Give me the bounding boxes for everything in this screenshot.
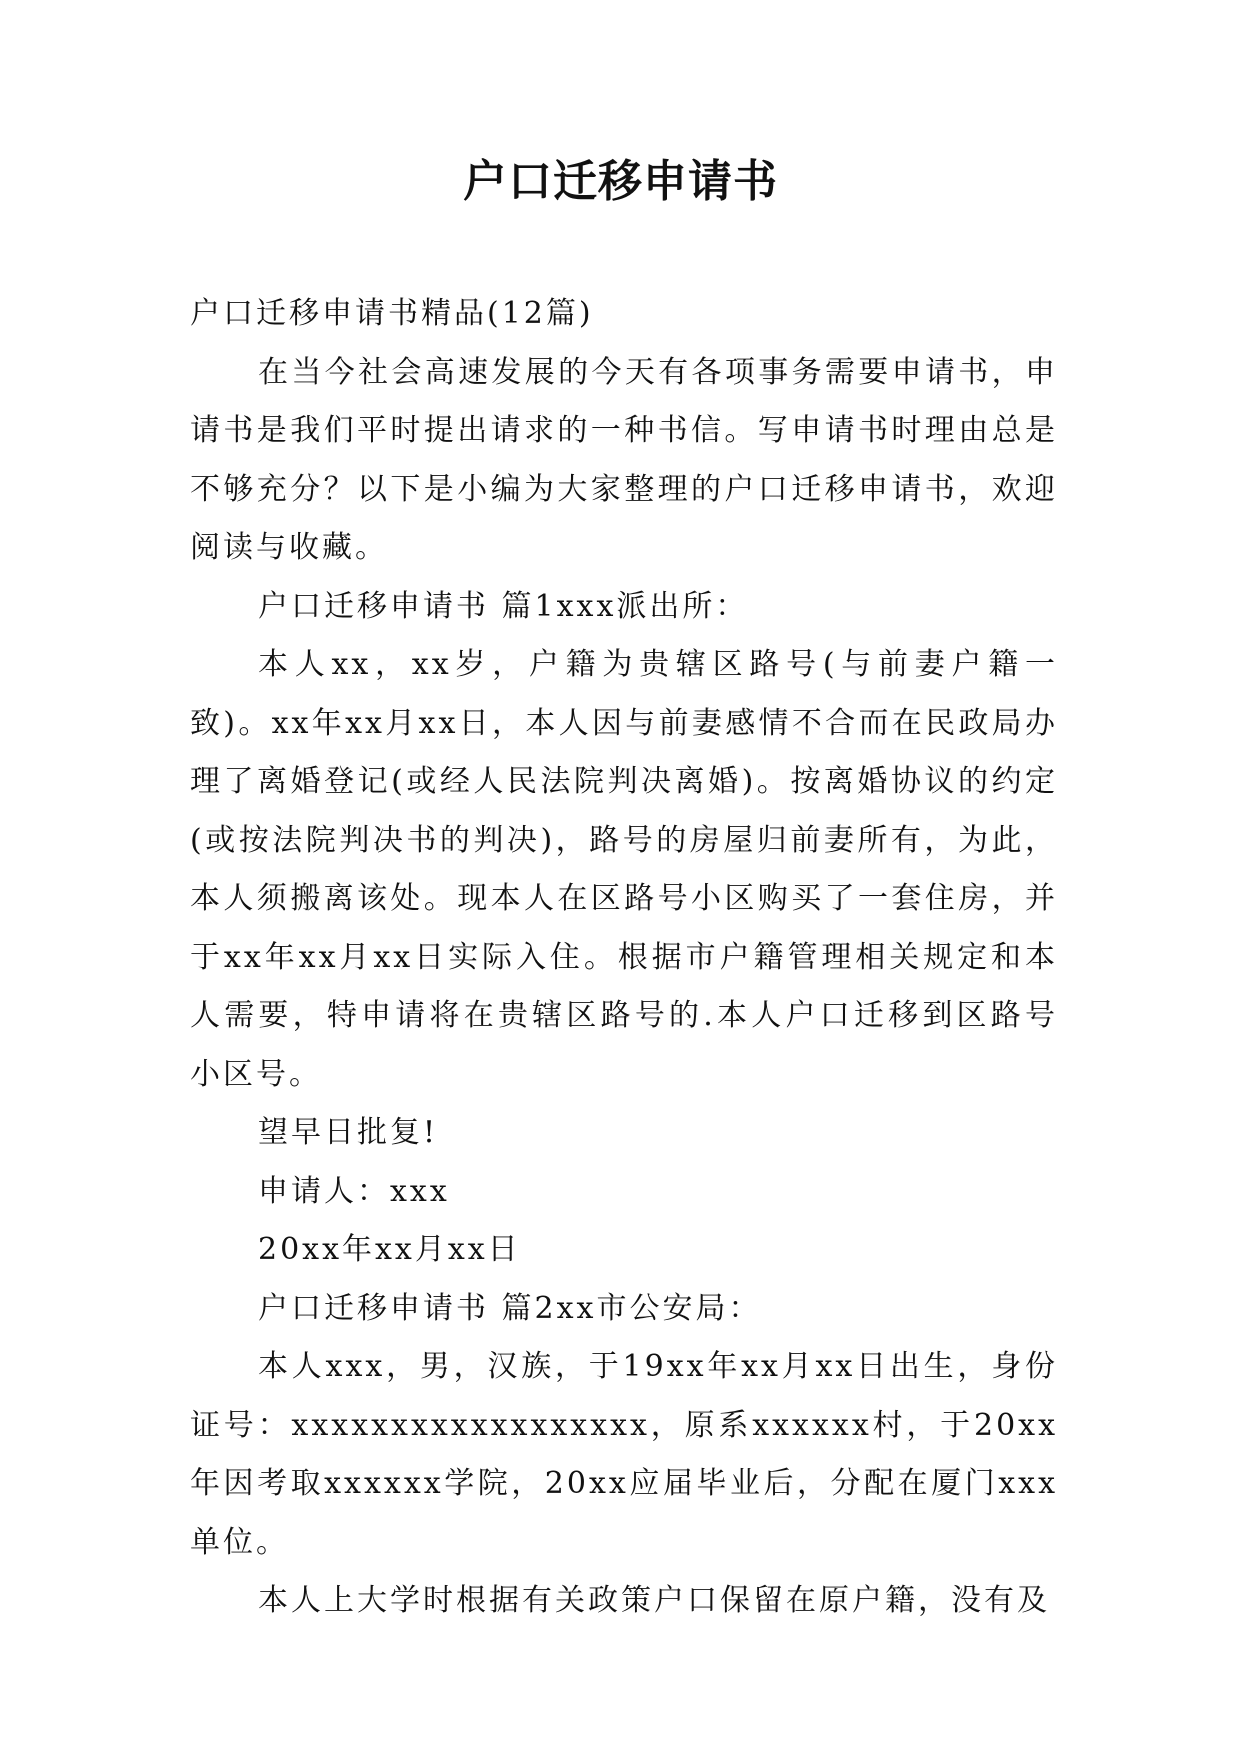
document-subtitle: 户口迁移申请书精品(12篇)	[190, 296, 594, 331]
section-1-heading: 户口迁移申请书 篇1xxx派出所：	[258, 588, 749, 624]
section-2-heading: 户口迁移申请书 篇2xx市公安局：	[258, 1290, 762, 1326]
section-2-continued: 本人上大学时根据有关政策户口保留在原户籍，没有及	[258, 1583, 1050, 1618]
section-2-body: 本人xxx，男，汉族，于19xx年xx月xx日出生，身份证号：xxxxxxxxxxxxxxxxxx，原系xxxxxx村，于20xx年因考取xxxxxx学院，20xx应届毕业后，分配在厦门xxx单位。	[190, 1349, 1058, 1560]
document-body	[190, 285, 1058, 1631]
closing-request: 望早日批复!	[258, 1115, 439, 1150]
document-title: 户口迁移申请书	[463, 156, 778, 207]
applicant-line: 申请人：xxx	[258, 1173, 450, 1209]
intro-paragraph: 在当今社会高速发展的今天有各项事务需要申请书，申请书是我们平时提出请求的一种书信。写申请书时理由总是不够充分？以下是小编为大家整理的户口迁移申请书，欢迎阅读与收藏。	[190, 354, 1058, 565]
date-line: 20xx年xx月xx日	[258, 1232, 521, 1267]
section-1-body: 本人xx，xx岁，户籍为贵辖区路号(与前妻户籍一致)。xx年xx月xx日，本人因与前妻感情不合而在民政局办理了离婚登记(或经人民法院判决离婚)。按离婚协议的约定(或按法院判决书的判决)，路号的房屋归前妻所有，为此，本人须搬离该处。现本人在区路号小区购买了一套住房，并于xx年xx月xx日实际入住。根据市户籍管理相关规定和本人需要，特申请将在贵辖区路号的.本人户口迁移到区路号小区号。	[190, 647, 1058, 1092]
